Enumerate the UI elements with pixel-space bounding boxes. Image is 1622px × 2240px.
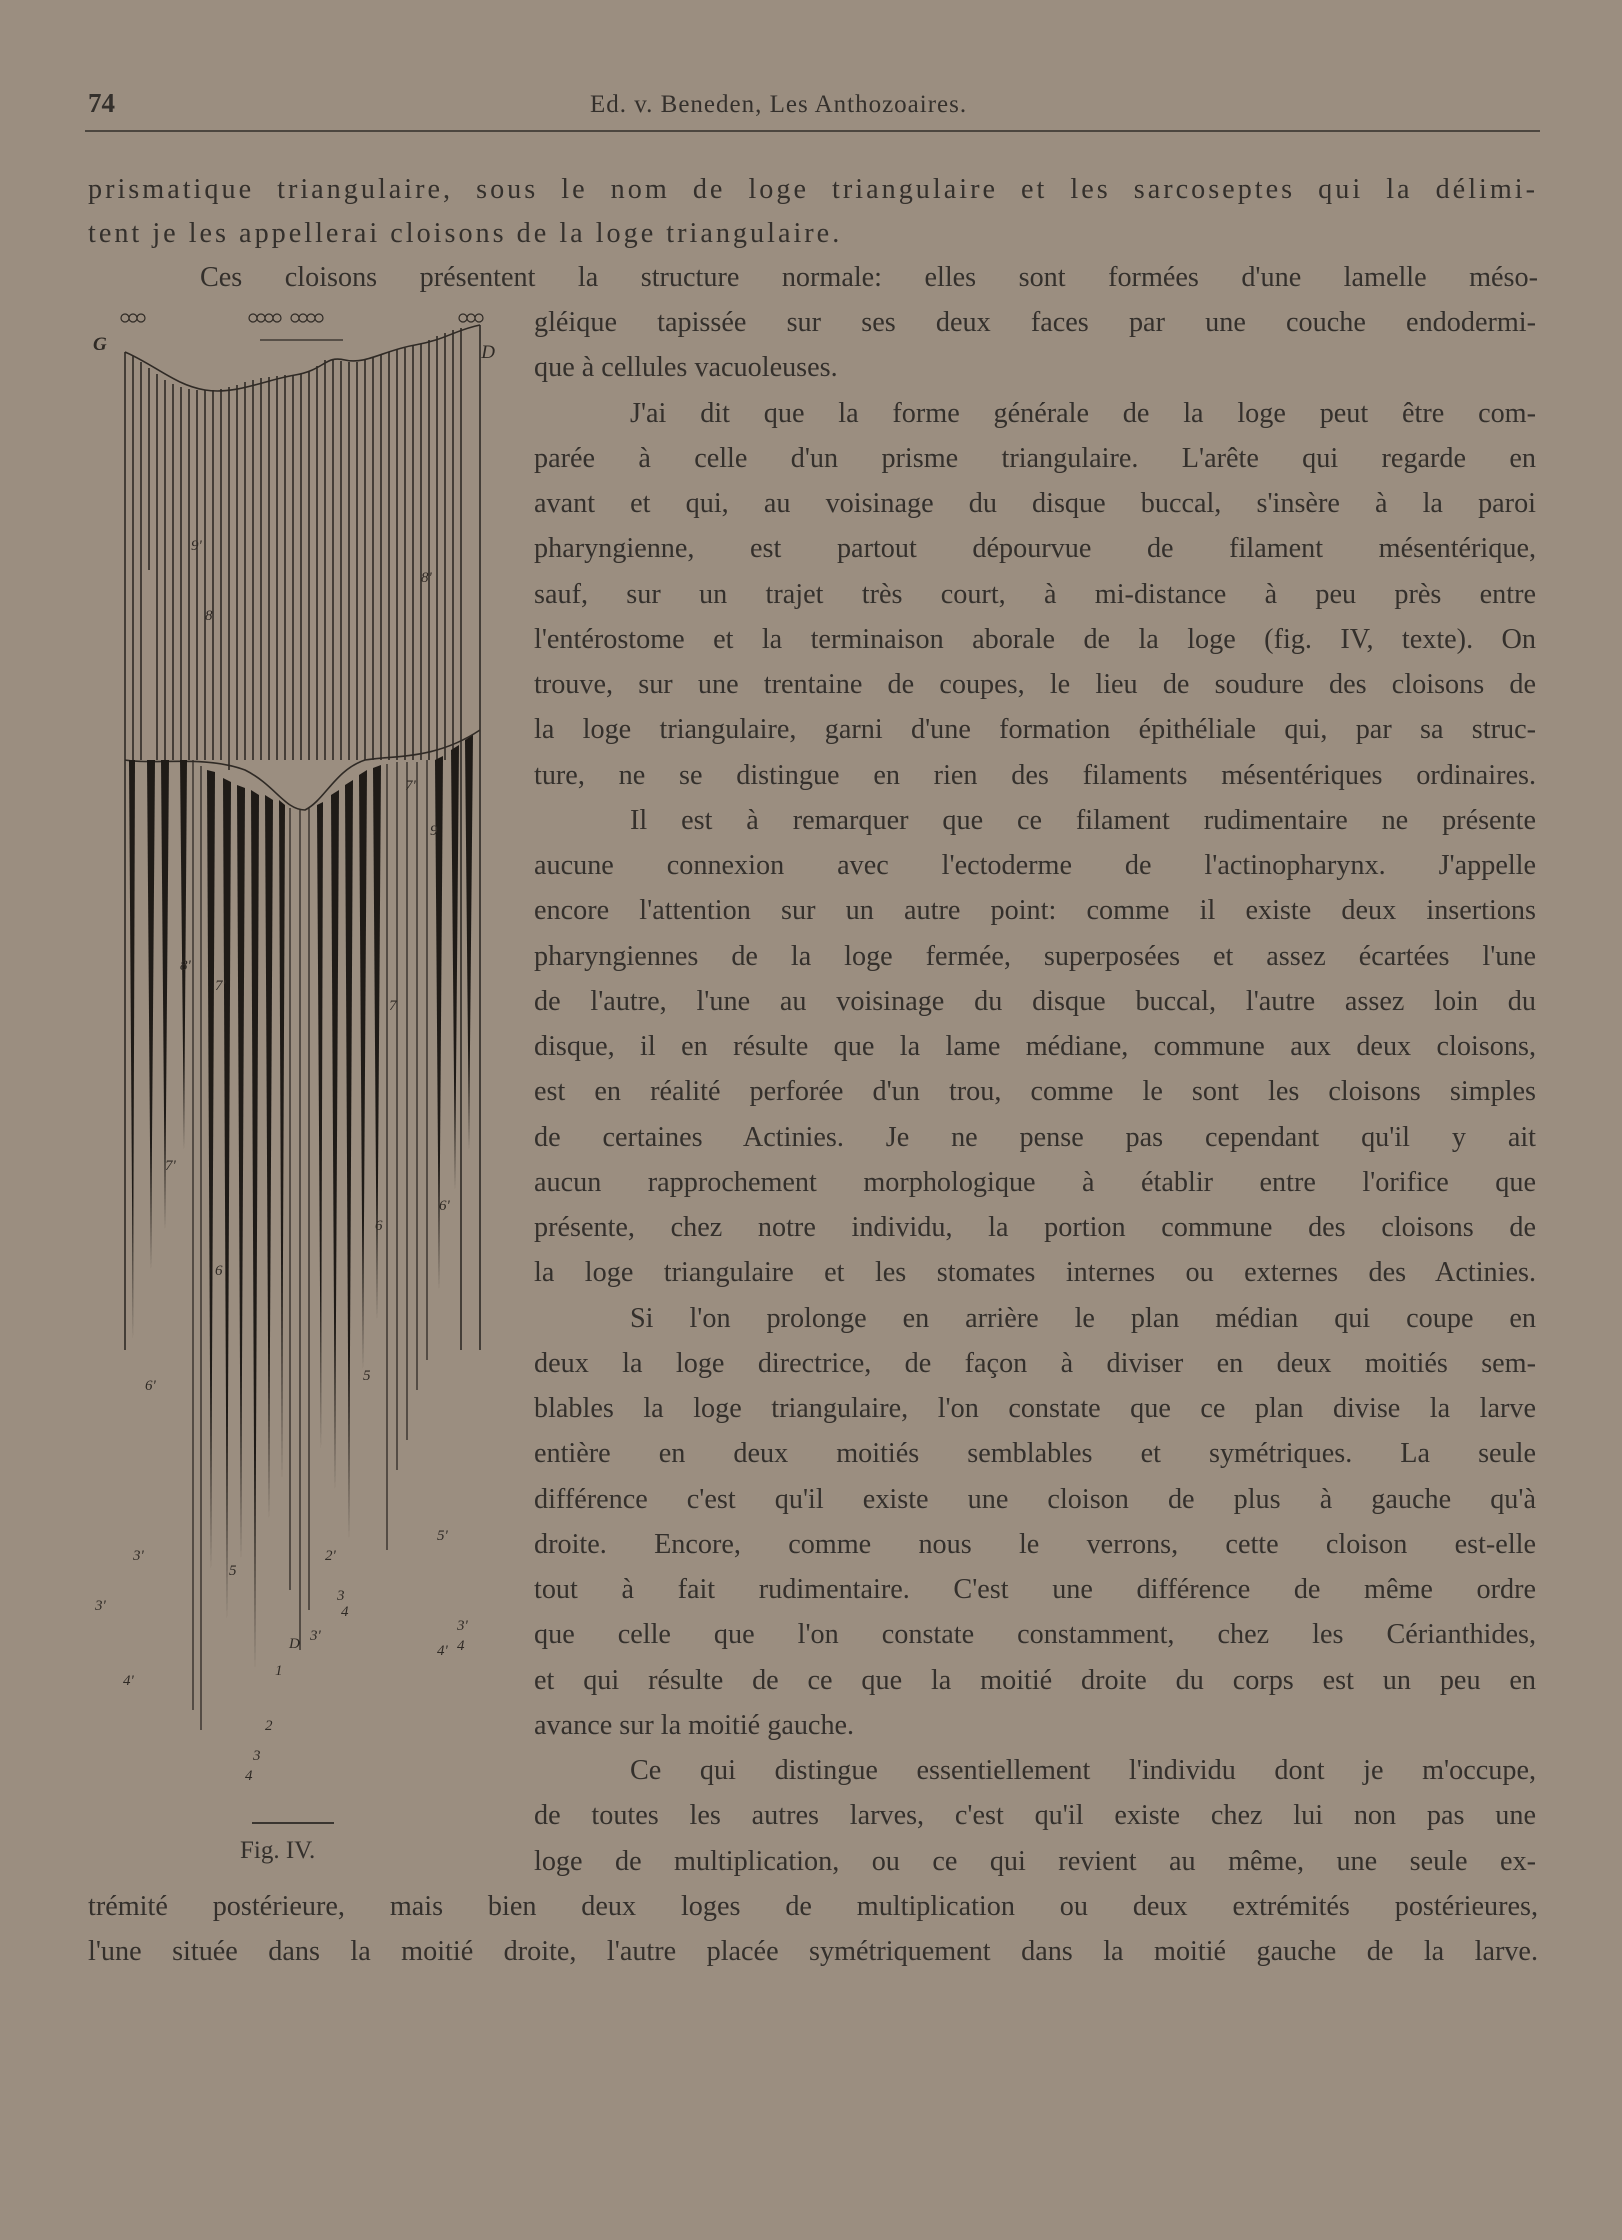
label-3c: 3' bbox=[457, 1618, 468, 1634]
label-9b: 9 bbox=[430, 823, 438, 839]
paragraph-line-12: trouve, sur une trentaine de coupes, le lieu de soudure des cloisons de bbox=[534, 669, 1536, 700]
paragraph-line-4: gléique tapissée sur ses deux faces par une couche endodermi- bbox=[534, 307, 1536, 338]
label-4d: 4 bbox=[245, 1768, 253, 1784]
label-6b: 6 bbox=[375, 1218, 383, 1234]
label-7: 7' bbox=[405, 778, 416, 794]
label-7c: 7 bbox=[389, 998, 397, 1014]
paragraph-line-18: pharyngiennes de la loge fermée, superposées et assez écartées l'une bbox=[534, 941, 1536, 972]
paragraph-line-29: entière en deux moitiés semblables et symétriques. La seule bbox=[534, 1438, 1536, 1469]
label-8: 8 bbox=[205, 608, 213, 624]
page-number: 74 bbox=[88, 88, 115, 118]
paragraph-line-38: loge de multiplication, ou ce qui revient au même, une seule ex- bbox=[534, 1846, 1536, 1877]
label-3d: 3 bbox=[337, 1588, 345, 1604]
paragraph-line-23: aucun rapprochement morphologique à établir entre l'orifice que bbox=[534, 1167, 1536, 1198]
paragraph-line-8: avant et qui, au voisinage du disque buccal, s'insère à la paroi bbox=[534, 488, 1536, 519]
paragraph-line-9: pharyngienne, est partout dépourvue de filament mésentérique, bbox=[534, 533, 1536, 564]
label-7d: 7' bbox=[165, 1158, 176, 1174]
paragraph-line-34: et qui résulte de ce que la moitié droite du corps est un peu en bbox=[534, 1665, 1536, 1696]
label-3e: 3 bbox=[253, 1748, 261, 1764]
label-4e: 4' bbox=[437, 1643, 448, 1659]
paragraph-line-36: Ce qui distingue essentiellement l'individu dont je m'occupe, bbox=[630, 1755, 1536, 1786]
label-1: 1 bbox=[275, 1663, 283, 1679]
label-3: 3' bbox=[133, 1548, 144, 1564]
label-6: 6' bbox=[439, 1198, 450, 1214]
paragraph-line-21: est en réalité perforée d'un trou, comme le sont les cloisons simples bbox=[534, 1076, 1536, 1107]
paragraph-line-30: différence c'est qu'il existe une cloison de plus à gauche qu'à bbox=[534, 1484, 1536, 1515]
paragraph-line-13: la loge triangulaire, garni d'une formation épithéliale qui, par sa struc- bbox=[534, 714, 1536, 745]
paragraph-line-15: Il est à remarquer que ce filament rudimentaire ne présente bbox=[630, 805, 1536, 836]
label-G: G bbox=[93, 334, 107, 355]
label-5: 5 bbox=[363, 1368, 371, 1384]
paragraph-line-33: que celle que l'on constate constamment, chez les Cérianthides, bbox=[534, 1619, 1536, 1650]
label-6d: 6' bbox=[145, 1378, 156, 1394]
label-D-small: D bbox=[289, 1636, 300, 1652]
paragraph-line-20: disque, il en résulte que la lame médiane, commune aux deux cloisons, bbox=[534, 1031, 1536, 1062]
paragraph-line-11: l'entérostome et la terminaison aborale de la loge (fig. IV, texte). On bbox=[534, 624, 1536, 655]
label-5c: 5 bbox=[229, 1563, 237, 1579]
label-4b: 4 bbox=[341, 1604, 349, 1620]
label-D: D bbox=[481, 342, 495, 363]
paragraph-line-26: Si l'on prolonge en arrière le plan médian qui coupe en bbox=[630, 1303, 1536, 1334]
paragraph-line-6: J'ai dit que la forme générale de la loge peut être com- bbox=[630, 398, 1536, 429]
label-4: 4' bbox=[123, 1673, 134, 1689]
paragraph-line-5: que à cellules vacuoleuses. bbox=[534, 352, 838, 383]
figure-caption-rule bbox=[252, 1822, 334, 1824]
paragraph-line-31: droite. Encore, comme nous le verrons, cette cloison est-elle bbox=[534, 1529, 1536, 1560]
label-2: 2' bbox=[325, 1548, 336, 1564]
paragraph-line-1: prismatique triangulaire, sous le nom de loge triangulaire et les sarcoseptes qui la délimi- bbox=[88, 174, 1538, 205]
paragraph-line-2: tent je les appellerai cloisons de la loge triangulaire. bbox=[88, 218, 843, 249]
paragraph-line-35: avance sur la moitié gauche. bbox=[534, 1710, 855, 1741]
label-7b: 7' bbox=[215, 978, 226, 994]
paragraph-line-27: deux la loge directrice, de façon à diviser en deux moitiés sem- bbox=[534, 1348, 1536, 1379]
label-3b: 3' bbox=[95, 1598, 106, 1614]
label-2b: 2 bbox=[265, 1718, 273, 1734]
label-3f: 3' bbox=[310, 1628, 321, 1644]
paragraph-line-17: encore l'attention sur un autre point: comme il existe deux insertions bbox=[534, 895, 1536, 926]
label-8b: 8' bbox=[421, 570, 432, 586]
paragraph-line-3: Ces cloisons présentent la structure normale: elles sont formées d'une lamelle méso- bbox=[200, 262, 1538, 293]
label-5b: 5' bbox=[437, 1528, 448, 1544]
paragraph-line-16: aucune connexion avec l'ectoderme de l'actinopharynx. J'appelle bbox=[534, 850, 1536, 881]
paragraph-line-25: la loge triangulaire et les stomates internes ou externes des Actinies. bbox=[534, 1257, 1536, 1288]
paragraph-line-40: l'une située dans la moitié droite, l'autre placée symétriquement dans la moitié gauche de la larve. bbox=[88, 1936, 1538, 1967]
label-9a: 9' bbox=[191, 538, 202, 554]
label-6c: 6 bbox=[215, 1263, 223, 1279]
figure-caption: Fig. IV. bbox=[240, 1837, 316, 1864]
paragraph-line-24: présente, chez notre individu, la portion commune des cloisons de bbox=[534, 1212, 1536, 1243]
paragraph-line-22: de certaines Actinies. Je ne pense pas cependant qu'il y ait bbox=[534, 1122, 1536, 1153]
paragraph-line-28: blables la loge triangulaire, l'on constate que ce plan divise la larve bbox=[534, 1393, 1536, 1424]
paragraph-line-19: de l'autre, l'une au voisinage du disque buccal, l'autre assez loin du bbox=[534, 986, 1536, 1017]
label-4c: 4 bbox=[457, 1638, 465, 1654]
header-rule bbox=[85, 130, 1540, 132]
paragraph-line-7: parée à celle d'un prisme triangulaire. L'arête qui regarde en bbox=[534, 443, 1536, 474]
paragraph-line-14: ture, ne se distingue en rien des filaments mésentériques ordinaires. bbox=[534, 760, 1536, 791]
paragraph-line-37: de toutes les autres larves, c'est qu'il existe chez lui non pas une bbox=[534, 1800, 1536, 1831]
paragraph-line-39: trémité postérieure, mais bien deux loges de multiplication ou deux extrémités postérieures, bbox=[88, 1891, 1538, 1922]
paragraph-line-10: sauf, sur un trajet très court, à mi-distance à peu près entre bbox=[534, 579, 1536, 610]
label-8c: 8' bbox=[180, 958, 191, 974]
figure-iv-drawing bbox=[85, 290, 495, 1790]
paragraph-line-32: tout à fait rudimentaire. C'est une différence de même ordre bbox=[534, 1574, 1536, 1605]
running-title: Ed. v. Beneden, Les Anthozoaires. bbox=[590, 91, 968, 118]
